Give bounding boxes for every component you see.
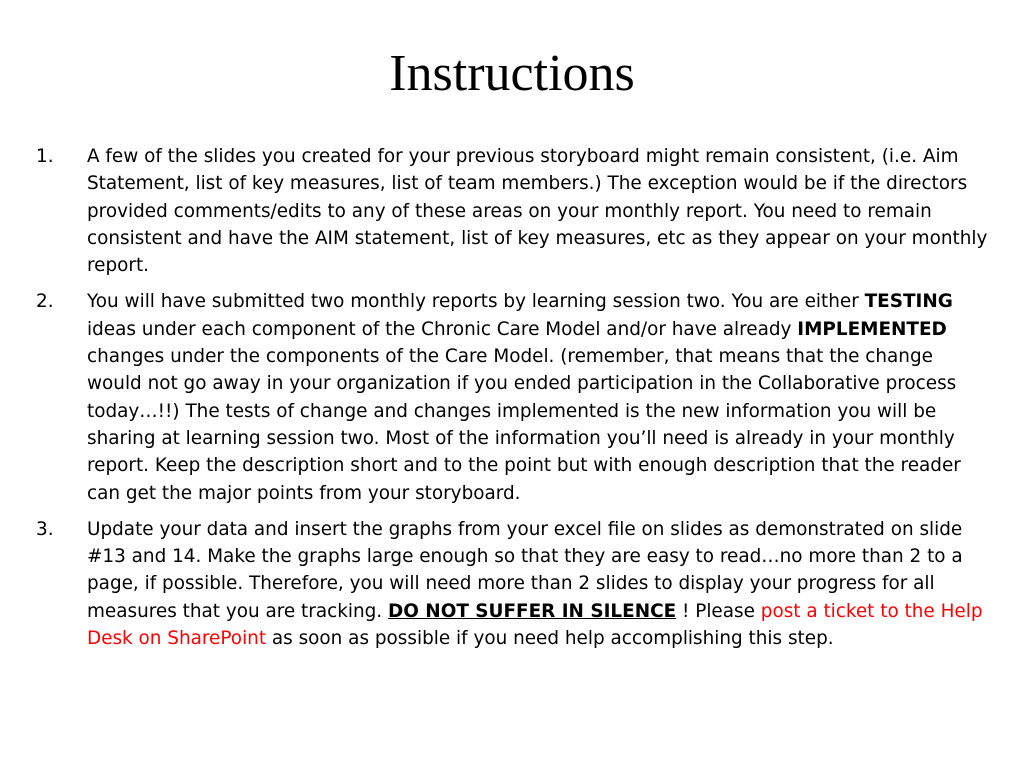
help-desk-link[interactable]: post a ticket to the Help Desk on SharePoint	[87, 600, 983, 650]
item-number: 1.	[36, 146, 54, 167]
instructions-list	[36, 143, 991, 661]
item-text	[87, 143, 991, 279]
item-3-text-c: as soon as possible if you need help accomplishing this step.	[266, 628, 834, 650]
item-2-text-a: You will have submitted two monthly reports by learning session two. You are either	[87, 291, 865, 313]
item-number: 2.	[36, 291, 54, 313]
list-item-3	[36, 516, 991, 652]
list-item-1	[36, 143, 991, 279]
item-text	[87, 516, 991, 652]
slide-title: Instructions	[389, 45, 635, 102]
item-3-text-b: ! Please	[676, 600, 761, 622]
item-number: 3.	[36, 518, 54, 540]
item-text	[87, 288, 991, 506]
testing-emphasis: TESTING	[864, 291, 953, 313]
item-2-text-c: changes under the components of the Care Model. (remember, that means that the change would not go away in your organization if you ended participation in the Collaborative process today…!!) The tests of change and changes implemented is the new information you will be sharing at learning session two. Most of the information you’ll need is already in your monthly report. Keep the description short and to the point but with enough description that the reader can get the major points from your storyboard.	[87, 346, 961, 504]
item-1-text: A few of the slides you created for your previous storyboard might remain consistent, (i.e. Aim Statement, list of key measures, list of team members.) The exception would be if the directors provided comments/edits to any of these areas on your monthly report. You need to remain consistent and have the AIM statement, list of key measures, etc as they appear on your monthly report.	[87, 146, 988, 277]
implemented-emphasis: IMPLEMENTED	[797, 318, 947, 340]
item-3-text-a: Update your data and insert the graphs from your excel file on slides as demonstrated on slide #13 and 14. Make the graphs large enough so that they are easy to read…no more than 2 to a page, if possible. Therefore, you will need more than 2 slides to display your progress for all measures that you are tracking.	[87, 518, 963, 622]
list-item-2	[36, 288, 991, 506]
do-not-suffer-emphasis: DO NOT SUFFER IN SILENCE	[388, 600, 677, 622]
item-2-text-b: ideas under each component of the Chronic Care Model and/or have already	[87, 318, 798, 340]
